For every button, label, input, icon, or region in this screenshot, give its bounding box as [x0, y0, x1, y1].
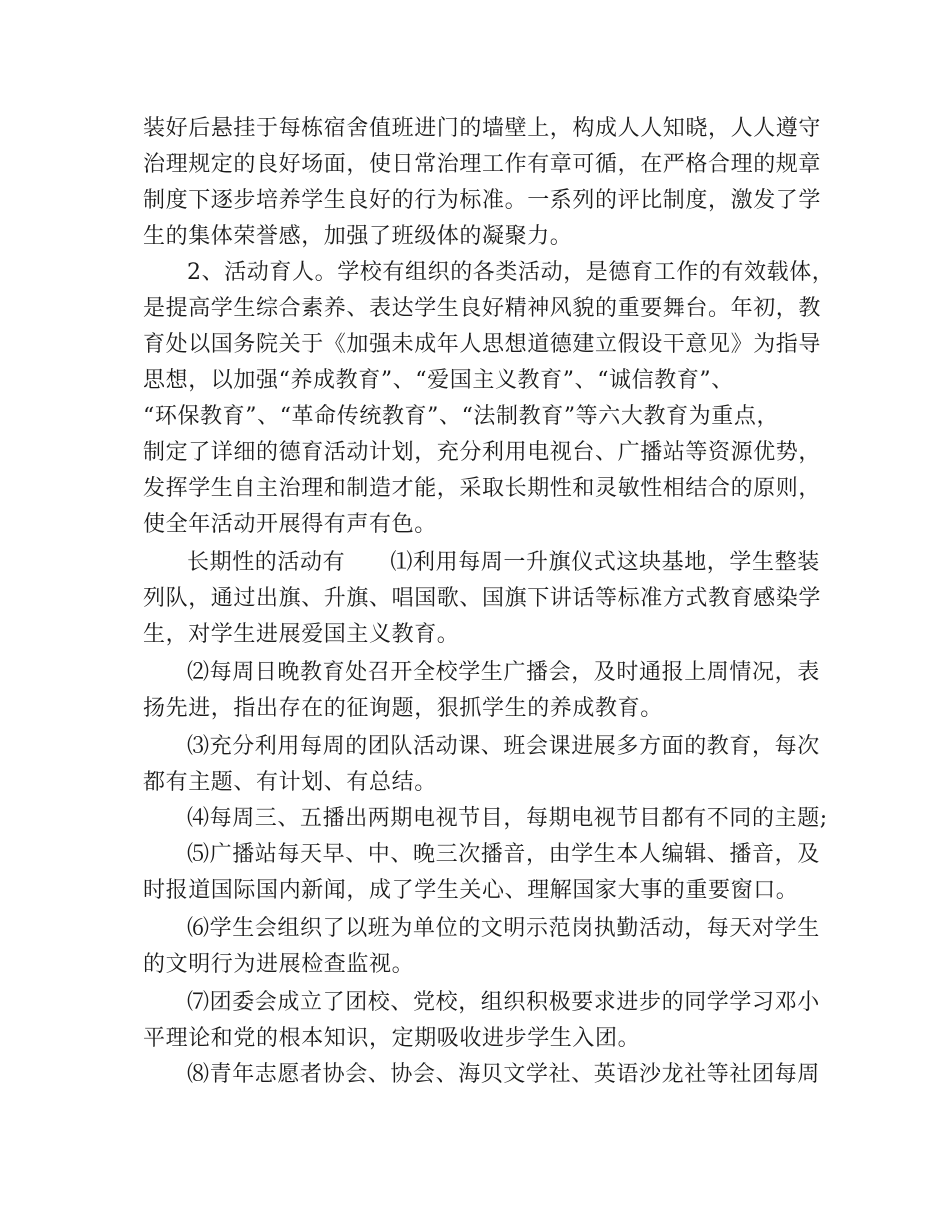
text-line: 时报道国际国内新闻，成了学生关心、理解国家大事的重要窗口。 — [143, 878, 799, 903]
text-line: 制度下逐步培养学生良好的行为标准。一系列的评比制度，激发了学 — [143, 188, 822, 213]
text-line: 的文明行为进展检查监视。 — [143, 952, 415, 977]
text-line: ⑶充分利用每周的团队活动课、班会课进展多方面的教育，每次 — [187, 734, 820, 759]
text-line: 是提高学生综合素养、表达学生良好精神风貌的重要舞台。年初，教 — [143, 296, 822, 321]
text-line: 治理规定的良好场面，使日常治理工作有章可循，在严格合理的规章 — [143, 152, 822, 177]
text-line: 思想，以加强“养成教育”、“爱国主义教育”、“诚信教育”、 — [143, 368, 734, 393]
text-line: ⑺团委会成立了团校、党校，组织积极要求进步的同学学习邓小 — [187, 990, 820, 1015]
text-line: “环保教育”、“革命传统教育”、“法制教育”等六大教育为重点， — [143, 404, 780, 429]
text-line: 制定了详细的德育活动计划，充分利用电视台、广播站等资源优势， — [143, 440, 822, 465]
text-line: 使全年活动开展得有声有色。 — [143, 512, 437, 537]
text-line: 装好后悬挂于每栋宿舍值班进门的墙壁上，构成人人知晓，人人遵守 — [143, 116, 822, 141]
text-line: 发挥学生自主治理和制造才能，采取长期性和灵敏性相结合的原则， — [143, 476, 822, 501]
text-line: 生的集体荣誉感，加强了班级体的凝聚力。 — [143, 224, 573, 249]
text-line: ⑷每周三、五播出两期电视节目，每期电视节目都有不同的主题; — [187, 806, 828, 831]
text-line: 都有主题、有计划、有总结。 — [143, 770, 437, 795]
text-line: 扬先进，指出存在的征询题，狠抓学生的养成教育。 — [143, 696, 663, 721]
text-line: 平理论和党的根本知识，定期吸收进步学生入团。 — [143, 1026, 641, 1051]
text-line: 长期性的活动有 ⑴利用每周一升旗仪式这块基地，学生整装 — [187, 550, 820, 575]
text-line: 育处以国务院关于《加强未成年人思想道德建立假设干意见》为指导 — [143, 332, 822, 357]
text-line: 生，对学生进展爱国主义教育。 — [143, 622, 460, 647]
text-line: ⑵每周日晚教育处召开全校学生广播会，及时通报上周情况，表 — [187, 660, 820, 685]
text-line: 列队，通过出旗、升旗、唱国歌、国旗下讲话等标准方式教育感染学 — [143, 586, 822, 611]
text-line: ⑻青年志愿者协会、协会、海贝文学社、英语沙龙社等社团每周 — [187, 1062, 820, 1087]
text-line: ⑹学生会组织了以班为单位的文明示范岗执勤活动，每天对学生 — [187, 916, 820, 941]
text-line: 2、活动育人。学校有组织的各类活动，是德育工作的有效载体， — [187, 260, 835, 285]
text-line: ⑸广播站每天早、中、晚三次播音，由学生本人编辑、播音，及 — [187, 842, 820, 867]
